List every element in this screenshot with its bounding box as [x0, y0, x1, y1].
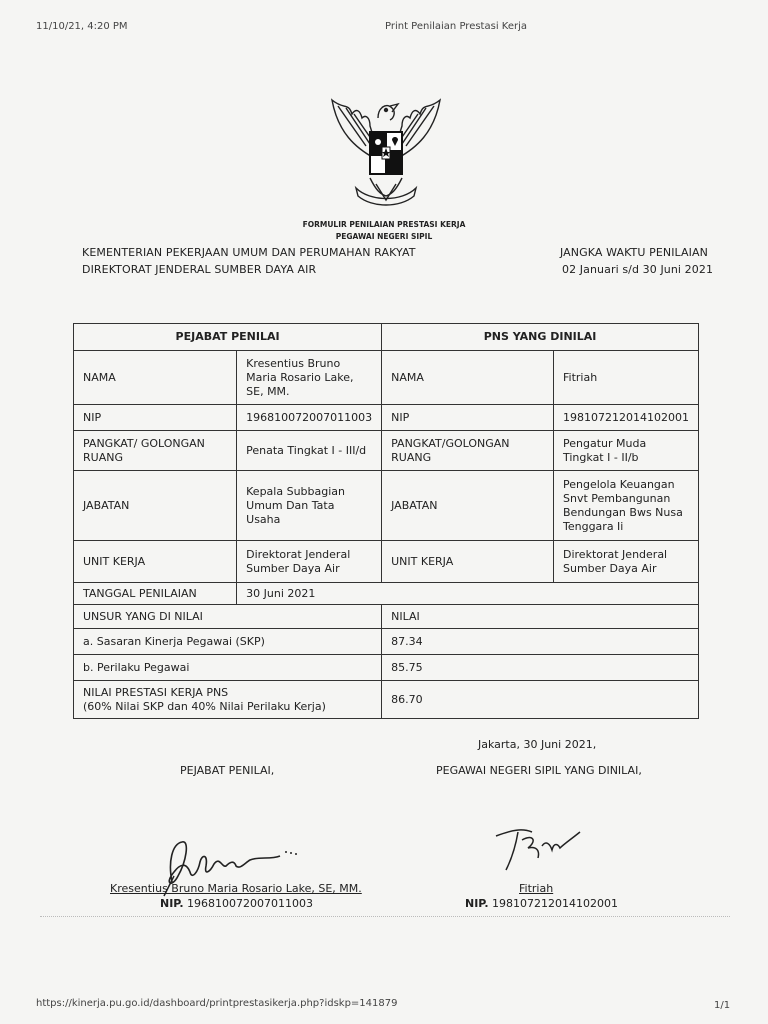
- left-signer-name: [110, 882, 362, 895]
- value-cell: Pengelola Keuangan Snvt Pembangunan Bendungan Bws Nusa Tenggara Ii: [554, 471, 699, 541]
- form-title-line1: FORMULIR PENILAIAN PRESTASI KERJA: [302, 220, 466, 229]
- org-line2: DIREKTORAT JENDERAL SUMBER DAYA AIR: [82, 263, 317, 276]
- right-signer-nip: [465, 897, 618, 910]
- right-signer-name-text: Fitriah: [519, 882, 554, 895]
- value-cell: Kepala Subbagian Umum Dan Tata Usaha: [237, 471, 382, 541]
- date-value: 30 Juni 2021: [237, 583, 699, 605]
- right-signer-title: PEGAWAI NEGERI SIPIL YANG DINILAI,: [436, 764, 642, 777]
- label-cell: PANGKAT/GOLONGAN RUANG: [382, 431, 554, 471]
- table-row: [74, 655, 699, 681]
- right-signer-name: [519, 882, 553, 895]
- value-cell: Fitriah: [554, 351, 699, 405]
- period-value: 02 Januari s/d 30 Juni 2021: [562, 263, 714, 276]
- col-header-right: PNS YANG DINILAI: [382, 324, 699, 351]
- table-row: [74, 605, 699, 629]
- left-signer-title: PEJABAT PENILAI,: [180, 764, 275, 777]
- table-row: [74, 541, 699, 583]
- print-page-count: 1/1: [714, 1000, 731, 1011]
- left-signer-name-text: Kresentius Bruno Maria Rosario Lake, SE, MM.: [110, 882, 362, 895]
- left-signer-nip: [160, 897, 313, 910]
- perilaku-value: 85.75: [382, 655, 699, 681]
- value-cell: Penata Tingkat I - III/d: [237, 431, 382, 471]
- label-cell: PANGKAT/ GOLONGAN RUANG: [74, 431, 237, 471]
- col-header-left: PEJABAT PENILAI: [74, 324, 382, 351]
- org-line1: KEMENTERIAN PEKERJAAN UMUM DAN PERUMAHAN RAKYAT: [82, 246, 416, 259]
- table-row: [74, 471, 699, 541]
- total-label-line1: NILAI PRESTASI KERJA PNS: [83, 685, 229, 699]
- label-cell: NIP: [74, 405, 237, 431]
- total-label: [74, 681, 382, 719]
- date-label: TANGGAL PENILAIAN: [74, 583, 237, 605]
- left-nip-value: 196810072007011003: [187, 897, 314, 910]
- value-cell: Pengatur Muda Tingkat I - II/b: [554, 431, 699, 471]
- assessment-table: [73, 323, 699, 719]
- value-cell: 198107212014102001: [554, 405, 699, 431]
- garuda-emblem-icon: [326, 88, 446, 210]
- table-row: [74, 629, 699, 655]
- value-cell: Direktorat Jenderal Sumber Daya Air: [237, 541, 382, 583]
- unsur-label: UNSUR YANG DI NILAI: [74, 605, 382, 629]
- table-row: [74, 405, 699, 431]
- form-title-line2: PEGAWAI NEGERI SIPIL: [335, 232, 433, 241]
- value-cell: Direktorat Jenderal Sumber Daya Air: [554, 541, 699, 583]
- table-row: [74, 431, 699, 471]
- label-cell: JABATAN: [382, 471, 554, 541]
- right-nip-value: 198107212014102001: [492, 897, 619, 910]
- print-url: https://kinerja.pu.go.id/dashboard/printprestasikerja.php?idskp=141879: [36, 998, 398, 1009]
- label-cell: NAMA: [382, 351, 554, 405]
- form-title: [284, 219, 484, 243]
- table-row: [74, 351, 699, 405]
- value-cell: Kresentius Bruno Maria Rosario Lake, SE, MM.: [237, 351, 382, 405]
- value-cell: 196810072007011003: [237, 405, 382, 431]
- total-value: 86.70: [382, 681, 699, 719]
- period-label: JANGKA WAKTU PENILAIAN: [560, 246, 708, 259]
- label-cell: JABATAN: [74, 471, 237, 541]
- label-cell: NIP: [382, 405, 554, 431]
- divider: [40, 916, 730, 917]
- table-row: [74, 583, 699, 605]
- skp-label: a. Sasaran Kinerja Pegawai (SKP): [74, 629, 382, 655]
- skp-value: 87.34: [382, 629, 699, 655]
- label-cell: UNIT KERJA: [74, 541, 237, 583]
- perilaku-label: b. Perilaku Pegawai: [74, 655, 382, 681]
- print-datetime: 11/10/21, 4:20 PM: [36, 21, 128, 32]
- print-page-title: Print Penilaian Prestasi Kerja: [385, 21, 528, 32]
- label-cell: NAMA: [74, 351, 237, 405]
- left-nip-label: NIP.: [160, 897, 184, 910]
- total-label-line2: (60% Nilai SKP dan 40% Nilai Perilaku Kerja): [83, 699, 326, 713]
- place-date: Jakarta, 30 Juni 2021,: [478, 738, 597, 751]
- right-signature-icon: [492, 818, 592, 874]
- table-row: [74, 681, 699, 719]
- nilai-label: NILAI: [382, 605, 699, 629]
- label-cell: UNIT KERJA: [382, 541, 554, 583]
- right-nip-label: NIP.: [465, 897, 489, 910]
